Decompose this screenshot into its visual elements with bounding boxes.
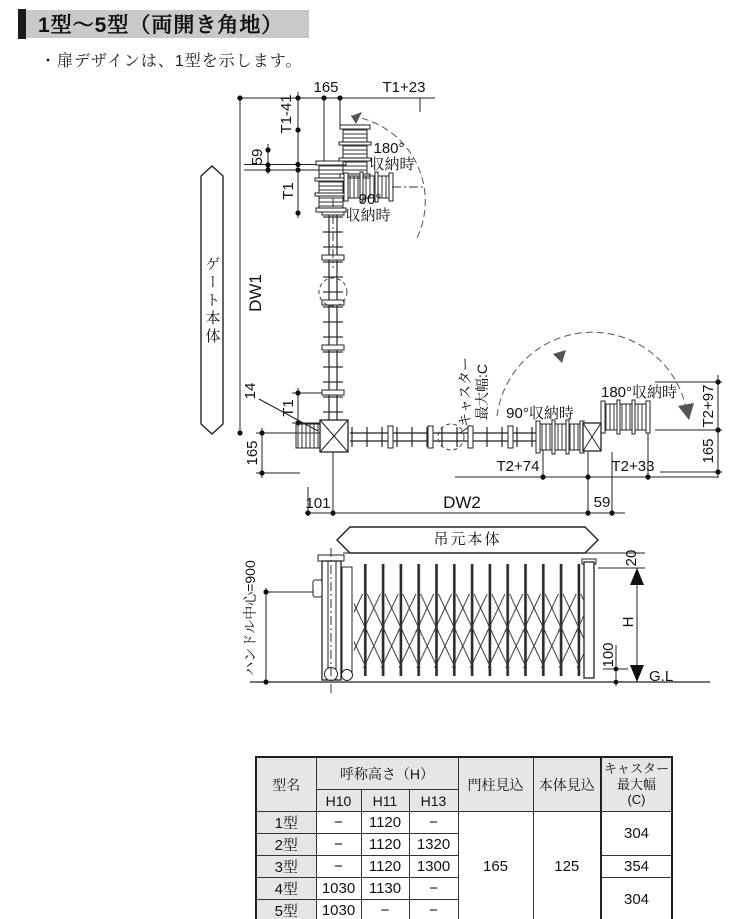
cell-model: 4型 xyxy=(256,878,316,900)
post-wheel xyxy=(342,670,353,681)
cell-h10: − xyxy=(316,834,361,856)
dim-label-t2plus33: T2+33 xyxy=(611,458,655,475)
dim-label-20: 20 xyxy=(623,549,640,567)
caster-label-line1: キャスター xyxy=(457,357,473,427)
handle-center-label: ハンドル中心=900 xyxy=(242,560,258,676)
cell-h11: 1120 xyxy=(361,834,409,856)
dim-label-t1plus23: T1+23 xyxy=(382,79,426,96)
dim-label-59-top: 59 xyxy=(249,148,266,166)
cell-model: 2型 xyxy=(256,834,316,856)
gate-handle xyxy=(313,580,322,597)
handle-center-dim xyxy=(263,588,318,685)
col-header-h13: H13 xyxy=(409,790,458,812)
cell-model: 1型 xyxy=(256,812,316,834)
cell-body-depth: 125 xyxy=(533,812,601,919)
cell-model: 5型 xyxy=(256,900,316,919)
dim-label-100: 100 xyxy=(600,642,617,668)
cell-caster-width: 354 xyxy=(601,856,672,878)
gate-extended-horizontal xyxy=(350,424,538,450)
cell-h13: 1300 xyxy=(409,856,458,878)
store-label-180-lower: 180°収納時 xyxy=(600,384,678,401)
dim-label-t1minus41: T1-41 xyxy=(278,94,295,134)
dim-label-59-bottom: 59 xyxy=(593,494,611,511)
col-header-h10: H10 xyxy=(316,790,361,812)
spec-table xyxy=(255,756,673,919)
dim-label-165-right: 165 xyxy=(700,438,717,464)
hang-body-banner: 吊元本体 xyxy=(433,531,502,548)
col-header-model: 型名 xyxy=(256,757,316,812)
dim-label-101: 101 xyxy=(305,495,331,512)
cell-model: 3型 xyxy=(256,856,316,878)
col-header-post: 門柱見込 xyxy=(458,757,533,812)
col-header-caster xyxy=(601,757,672,812)
caster-header-line1: キャスター xyxy=(603,761,669,777)
dim-label-dw2: DW2 xyxy=(443,493,481,512)
col-header-h11: H11 xyxy=(361,790,409,812)
dim-label-165-top: 165 xyxy=(313,79,339,96)
dim-label-165-left: 165 xyxy=(244,440,261,466)
cell-caster-width: 304 xyxy=(601,878,672,919)
cell-caster-width: 304 xyxy=(601,812,672,856)
cell-h13: 1320 xyxy=(409,834,458,856)
end-stile xyxy=(584,562,594,678)
store-label-90-upper-2: 収納時 xyxy=(345,207,391,224)
cell-h13: − xyxy=(409,812,458,834)
gate-extended-vertical xyxy=(319,198,347,420)
dim-label-t1-lower: T1 xyxy=(280,399,297,417)
cell-h11: 1120 xyxy=(361,812,409,834)
cell-h10: − xyxy=(316,856,361,878)
dim-label-dw1: DW1 xyxy=(246,274,265,312)
gate-body-banner: ゲート本体 xyxy=(203,256,221,346)
plan-view xyxy=(201,79,722,553)
accordion-body xyxy=(352,559,596,678)
cell-h11: 1130 xyxy=(361,878,409,900)
note-text: ・扉デザインは、1型を示します。 xyxy=(40,53,303,70)
cell-h11: 1120 xyxy=(361,856,409,878)
col-header-body: 本体見込 xyxy=(533,757,601,812)
cell-h10: 1030 xyxy=(316,900,361,919)
elevation-view xyxy=(242,548,710,694)
cell-h10: 1030 xyxy=(316,878,361,900)
cell-h13: − xyxy=(409,900,458,919)
dim-label-t2plus74: T2+74 xyxy=(496,458,540,475)
store-label-180-upper-2: 収納時 xyxy=(369,156,415,173)
dim-label-h: H xyxy=(620,616,637,628)
cell-h11: − xyxy=(361,900,409,919)
col-header-height-group: 呼称高さ（H） xyxy=(316,757,458,790)
cell-h10: − xyxy=(316,812,361,834)
page-title: 1型〜5型（両開き角地） xyxy=(38,14,284,37)
gl-label: G.L xyxy=(649,668,674,685)
cell-h13: − xyxy=(409,878,458,900)
store-label-90-upper: 90° xyxy=(358,191,382,208)
hanging-post-elevation xyxy=(313,548,353,694)
caster-header-line2: 最大幅 xyxy=(616,776,656,792)
corner-post xyxy=(296,420,348,452)
table-row xyxy=(256,812,672,834)
dim-label-t2plus97: T2+97 xyxy=(700,384,717,428)
dim-label-14: 14 xyxy=(242,382,259,400)
caster-label-line2: 最大幅:C xyxy=(474,364,490,420)
dim-label-t1-upper: T1 xyxy=(280,182,297,200)
cell-post-depth: 165 xyxy=(458,812,533,919)
store-label-90-lower: 90°収納時 xyxy=(506,405,574,422)
plan-dimension-lines xyxy=(237,92,722,516)
caster-header-line3: (C) xyxy=(627,792,646,808)
store-label-180-upper: 180° xyxy=(373,140,405,157)
